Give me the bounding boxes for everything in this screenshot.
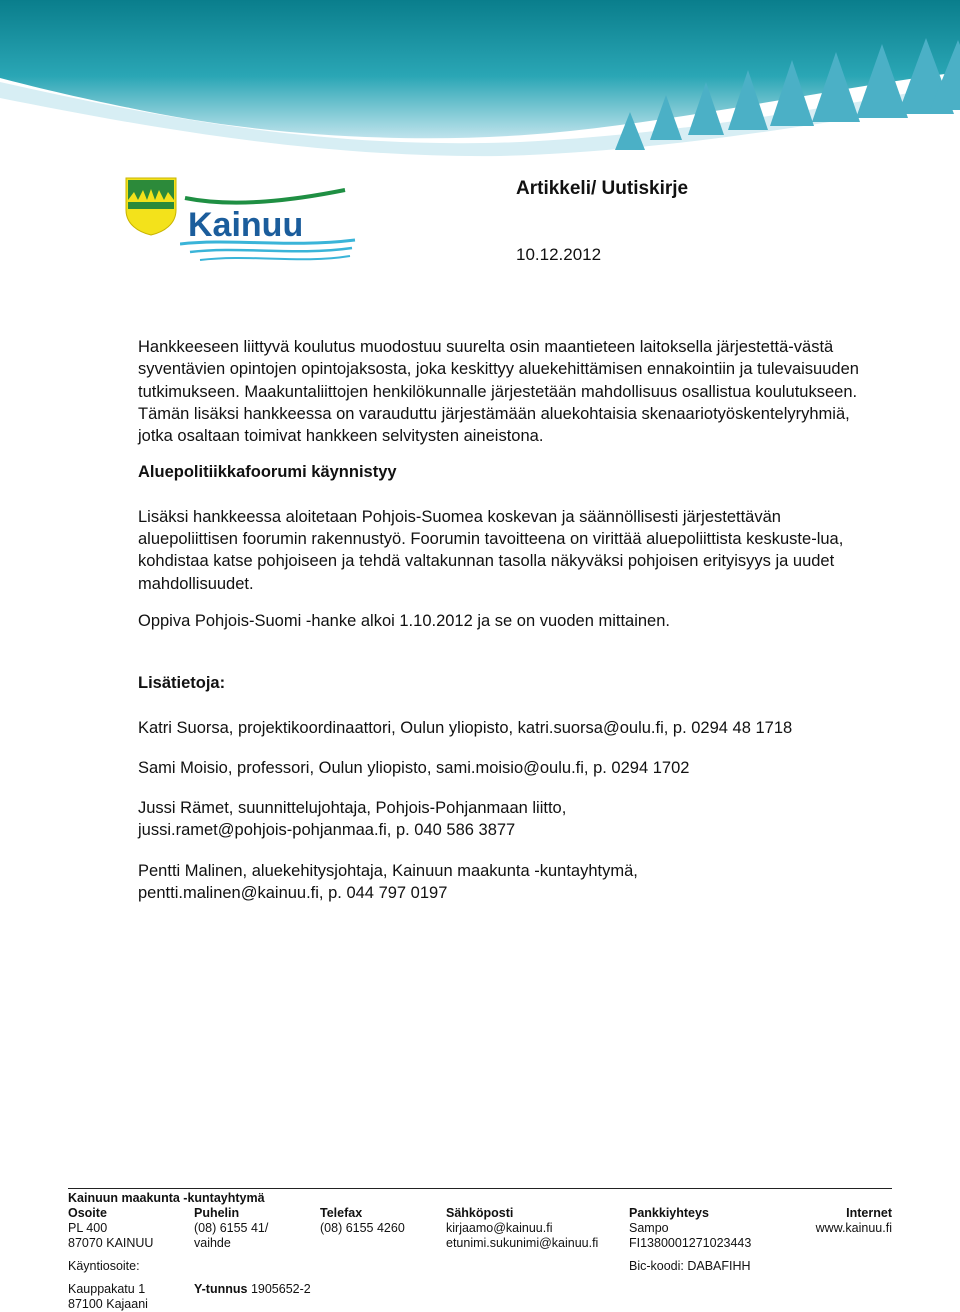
footer-email-link[interactable]: kirjaamo@kainuu.fi <box>446 1221 553 1235</box>
contact-line: Pentti Malinen, aluekehitysjohtaja, Kainuun maakunta -kuntayhtymä, <box>138 861 638 880</box>
footer-header-address: Osoite <box>68 1206 107 1220</box>
footer-visit-address: Kauppakatu 1 <box>68 1282 146 1296</box>
logo-wave-3 <box>200 256 350 260</box>
paragraph-3: Oppiva Pohjois-Suomi -hanke alkoi 1.10.2012 ja se on vuoden mittainen. <box>138 611 670 630</box>
footer-ytunnus-value: 1905652-2 <box>250 1282 311 1296</box>
more-info-heading: Lisätietoja: <box>138 674 226 693</box>
logo-green-swoosh <box>185 190 345 203</box>
footer-header-phone: Puhelin <box>194 1206 240 1220</box>
document-type: Artikkeli/ Uutiskirje <box>516 178 689 199</box>
paragraph-2: Lisäksi hankkeessa aloitetaan Pohjois-Suomea koskevan ja säännöllisesti järjestettävän aluepoliittisen foorumin rakennustyö. Foorumin tavoitteena on virittää aluepoliittista keskuste-lua, kohdistaa katse pohjoiseen ja tehdä valtakunnan tasolla näkyväksi pohjoisen erityisyys ja uudet mahdollisuudet. <box>138 507 844 593</box>
subheading: Aluepolitiikkafoorumi käynnistyy <box>138 463 397 482</box>
footer-header-internet: Internet <box>846 1206 892 1220</box>
contact-item <box>138 757 878 779</box>
footer-header-fax: Telefax <box>320 1206 363 1220</box>
footer-org-name: Kainuun maakunta -kuntayhtymä <box>68 1191 265 1205</box>
contact-item <box>138 797 878 842</box>
contact-item <box>138 717 878 739</box>
contact-line: Katri Suorsa, projektikoordinaattori, Oulun yliopisto, katri.suorsa@oulu.fi, p. 0294 48 1718 <box>138 718 793 737</box>
footer-visit-address: 87100 Kajaani <box>68 1297 148 1311</box>
footer-address: 87070 KAINUU <box>68 1236 154 1250</box>
footer-bank: Sampo <box>629 1221 669 1235</box>
article-body <box>138 336 878 922</box>
footer-header-bank: Pankkiyhteys <box>629 1206 709 1220</box>
contact-line: Sami Moisio, professori, Oulun yliopisto, sami.moisio@oulu.fi, p. 0294 1702 <box>138 758 690 777</box>
footer <box>68 1188 892 1312</box>
footer-table <box>68 1206 892 1312</box>
kainuu-crest-icon <box>124 176 178 236</box>
contact-line: pentti.malinen@kainuu.fi, p. 044 797 0197 <box>138 884 448 903</box>
footer-bic: Bic-koodi: DABAFIHH <box>629 1259 751 1273</box>
footer-header-email: Sähköposti <box>446 1206 514 1220</box>
footer-phone: (08) 6155 41/ <box>194 1221 269 1235</box>
footer-ytunnus-label: Y-tunnus <box>194 1282 248 1296</box>
paragraph-1: Hankkeeseen liittyvä koulutus muodostuu suurelta osin maantieteen laitoksella järjestettä-västä syventävien opintojen opintojaksosta, joka keskittyy aluekehittämisen ennakointiin ja tulevaisuuden tutkimukseen. Maakuntaliittojen henkilökunnalle järjestetään mahdollisuus osallistua koulutukseen. Tämän lisäksi hankkeessa on varauduttu järjestämään aluekohtaisia skenaariotyöskentelyryhmiä, jotka osaltaan toimivat hankkeen selvitysten aineistona. <box>138 338 859 446</box>
logo-wave-2 <box>190 248 352 252</box>
kainuu-logo <box>180 186 360 268</box>
contact-item <box>138 860 878 905</box>
contact-line: jussi.ramet@pohjois-pohjanmaa.fi, p. 040 586 3877 <box>138 821 516 840</box>
footer-phone: vaihde <box>194 1236 231 1250</box>
footer-ytunnus <box>194 1282 320 1297</box>
footer-iban: FI1380001271023443 <box>629 1236 752 1250</box>
contact-line: Jussi Rämet, suunnittelujohtaja, Pohjois-Pohjanmaan liitto, <box>138 799 567 818</box>
logo-text: Kainuu <box>188 206 304 244</box>
footer-fax: (08) 6155 4260 <box>320 1221 405 1235</box>
footer-website-link[interactable]: www.kainuu.fi <box>815 1221 892 1235</box>
document-date: 10.12.2012 <box>516 245 602 264</box>
footer-visit-label: Käyntiosoite: <box>68 1259 140 1273</box>
footer-email-link[interactable]: etunimi.sukunimi@kainuu.fi <box>446 1236 599 1250</box>
header-banner <box>0 0 960 160</box>
footer-address: PL 400 <box>68 1221 108 1235</box>
